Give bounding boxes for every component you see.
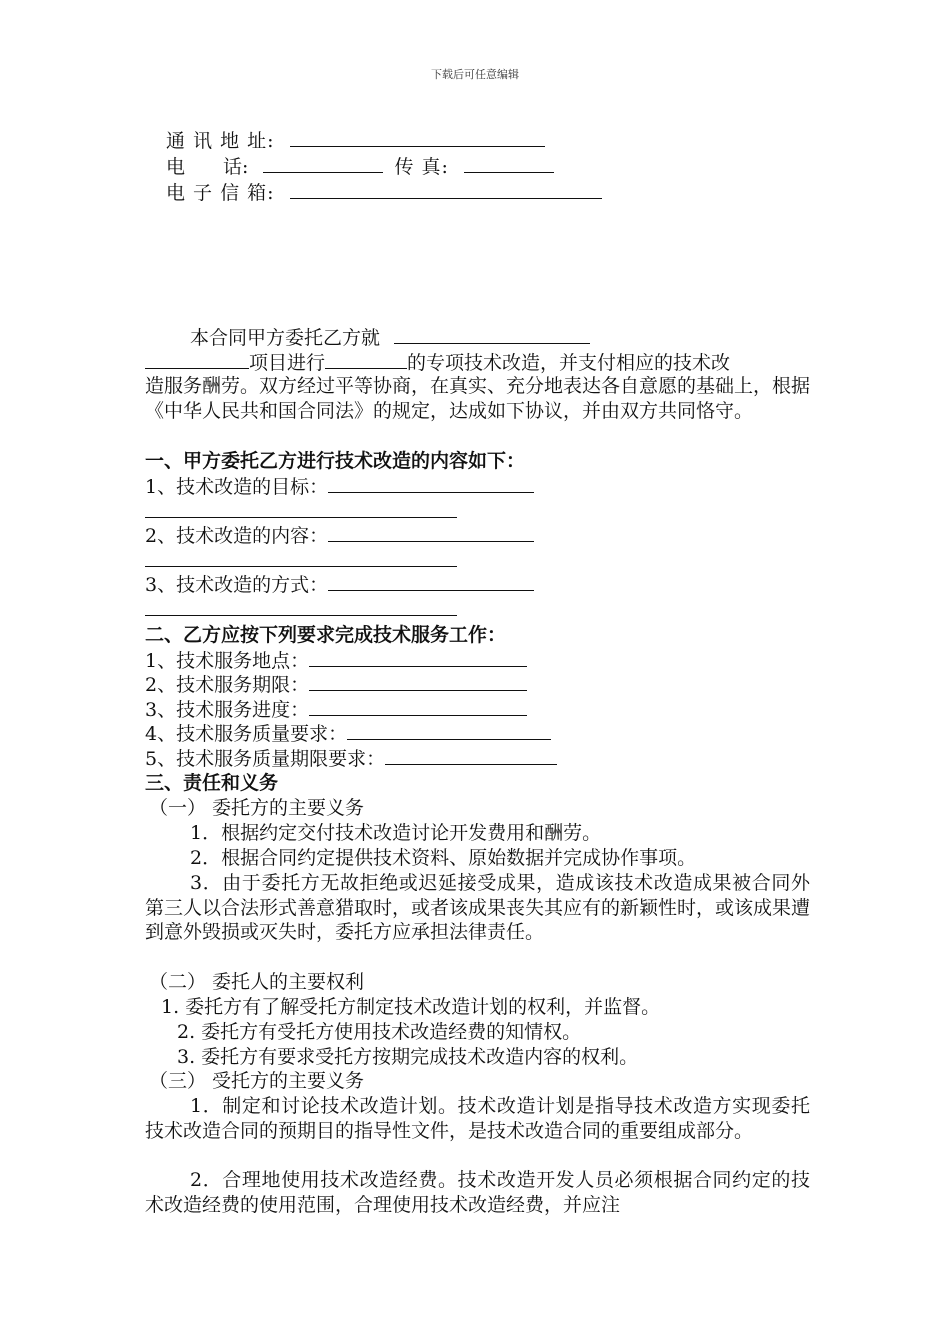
section2-item-1: [145, 648, 527, 674]
section1-title: 一、甲方委托乙方进行技术改造的内容如下：: [145, 450, 526, 472]
sub3-item-2: 2．合理地使用技术改造经费。技术改造开发人员必须根据合同约定的技术改造经费的使用范围，合理使用技术改造经费，并应注: [145, 1169, 810, 1216]
contact-address-row: [166, 126, 545, 153]
email-label: 电 子 信 箱:: [166, 182, 275, 204]
phone-blank[interactable]: [263, 154, 383, 173]
sub3-item-1: 1．制定和讨论技术改造计划。技术改造计划是指导技术改造方实现委托技术改造合同的预期目的指导性文件，是技术改造合同的重要组成部分。: [145, 1095, 810, 1142]
intro-line2: [145, 350, 730, 376]
sub2-item-2: 2. 委托方有受托方使用技术改造经费的知情权。: [177, 1021, 582, 1043]
contact-phone-row: [166, 152, 554, 179]
sub2-item-3: 3. 委托方有要求受托方按期完成技术改造内容的权利。: [177, 1046, 639, 1068]
address-label: 通 讯 地 址:: [166, 130, 275, 152]
sub1-item-2: 2．根据合同约定提供技术资料、原始数据并完成协作事项。: [190, 847, 697, 869]
service-period-blank[interactable]: [309, 672, 527, 691]
section2-item-4: [145, 721, 551, 747]
section2-item-5-label: 5、技术服务质量期限要求：: [145, 748, 386, 770]
content-blank[interactable]: [328, 523, 534, 542]
section2-item-5: [145, 746, 557, 772]
section1-item-1-cont: [145, 499, 457, 525]
fax-blank[interactable]: [464, 154, 554, 173]
quality-period-blank[interactable]: [385, 746, 557, 765]
service-progress-blank[interactable]: [309, 697, 527, 716]
intro-blank-3[interactable]: [325, 350, 407, 369]
goal-blank[interactable]: [328, 474, 534, 493]
section2-item-3: [145, 697, 527, 723]
phone-label: 电 话:: [166, 156, 249, 178]
intro-text-2b: 的专项技术改造，并支付相应的技术改: [407, 352, 731, 374]
intro-paragraph: 造服务酬劳。双方经过平等协商，在真实、充分地表达各自意愿的基础上，根据《中华人民共和国合同法》的规定，达成如下协议，并由双方共同恪守。: [145, 375, 811, 422]
section3-sub3: （三） 受托方的主要义务: [149, 1070, 365, 1092]
section2-item-1-label: 1、技术服务地点：: [145, 650, 310, 672]
method-blank[interactable]: [328, 572, 534, 591]
header-note: 下载后可任意编辑: [431, 68, 519, 81]
sub2-item-1: 1. 委托方有了解受托方制定技术改造计划的权利，并监督。: [161, 996, 661, 1018]
intro-blank-2[interactable]: [145, 350, 249, 369]
section2-item-2-label: 2、技术服务期限：: [145, 674, 310, 696]
section3-sub1: （一） 委托方的主要义务: [149, 797, 365, 819]
intro-blank-1[interactable]: [394, 325, 590, 344]
section1-item-3-cont: [145, 597, 457, 623]
section3-title: 三、责任和义务: [145, 772, 279, 794]
section1-item-3-label: 3、技术改造的方式：: [145, 574, 329, 596]
section1-item-3: [145, 572, 534, 598]
intro-text-1: 本合同甲方委托乙方就: [190, 327, 381, 349]
section2-item-4-label: 4、技术服务质量要求：: [145, 723, 348, 745]
contact-email-row: [166, 178, 602, 205]
goal-blank-cont[interactable]: [145, 499, 457, 518]
content-blank-cont[interactable]: [145, 548, 457, 567]
section3-sub2: （二） 委托人的主要权利: [149, 971, 365, 993]
email-blank[interactable]: [290, 180, 602, 199]
section1-item-2: [145, 523, 534, 549]
fax-label: 传 真:: [394, 156, 449, 178]
section1-item-2-label: 2、技术改造的内容：: [145, 525, 329, 547]
intro-line1: [190, 325, 590, 351]
method-blank-cont[interactable]: [145, 597, 457, 616]
address-blank[interactable]: [290, 128, 545, 147]
service-location-blank[interactable]: [309, 648, 527, 667]
section2-item-3-label: 3、技术服务进度：: [145, 699, 310, 721]
section1-item-1-label: 1、技术改造的目标：: [145, 476, 329, 498]
sub1-item-3: 3．由于委托方无故拒绝或迟延接受成果，造成该技术改造成果被合同外第三人以合法形式善意猎取时，或者该成果丧失其应有的新颖性时，或该成果遭到意外毁损或灭失时，委托方应承担法律责任。: [145, 872, 811, 943]
sub1-item-1: 1．根据约定交付技术改造讨论开发费用和酬劳。: [190, 822, 602, 844]
quality-blank[interactable]: [347, 721, 551, 740]
intro-text-2a: 项目进行: [249, 352, 326, 374]
section1-item-2-cont: [145, 548, 457, 574]
section1-item-1: [145, 474, 534, 500]
section2-title: 二、乙方应按下列要求完成技术服务工作：: [145, 624, 507, 646]
section2-item-2: [145, 672, 527, 698]
